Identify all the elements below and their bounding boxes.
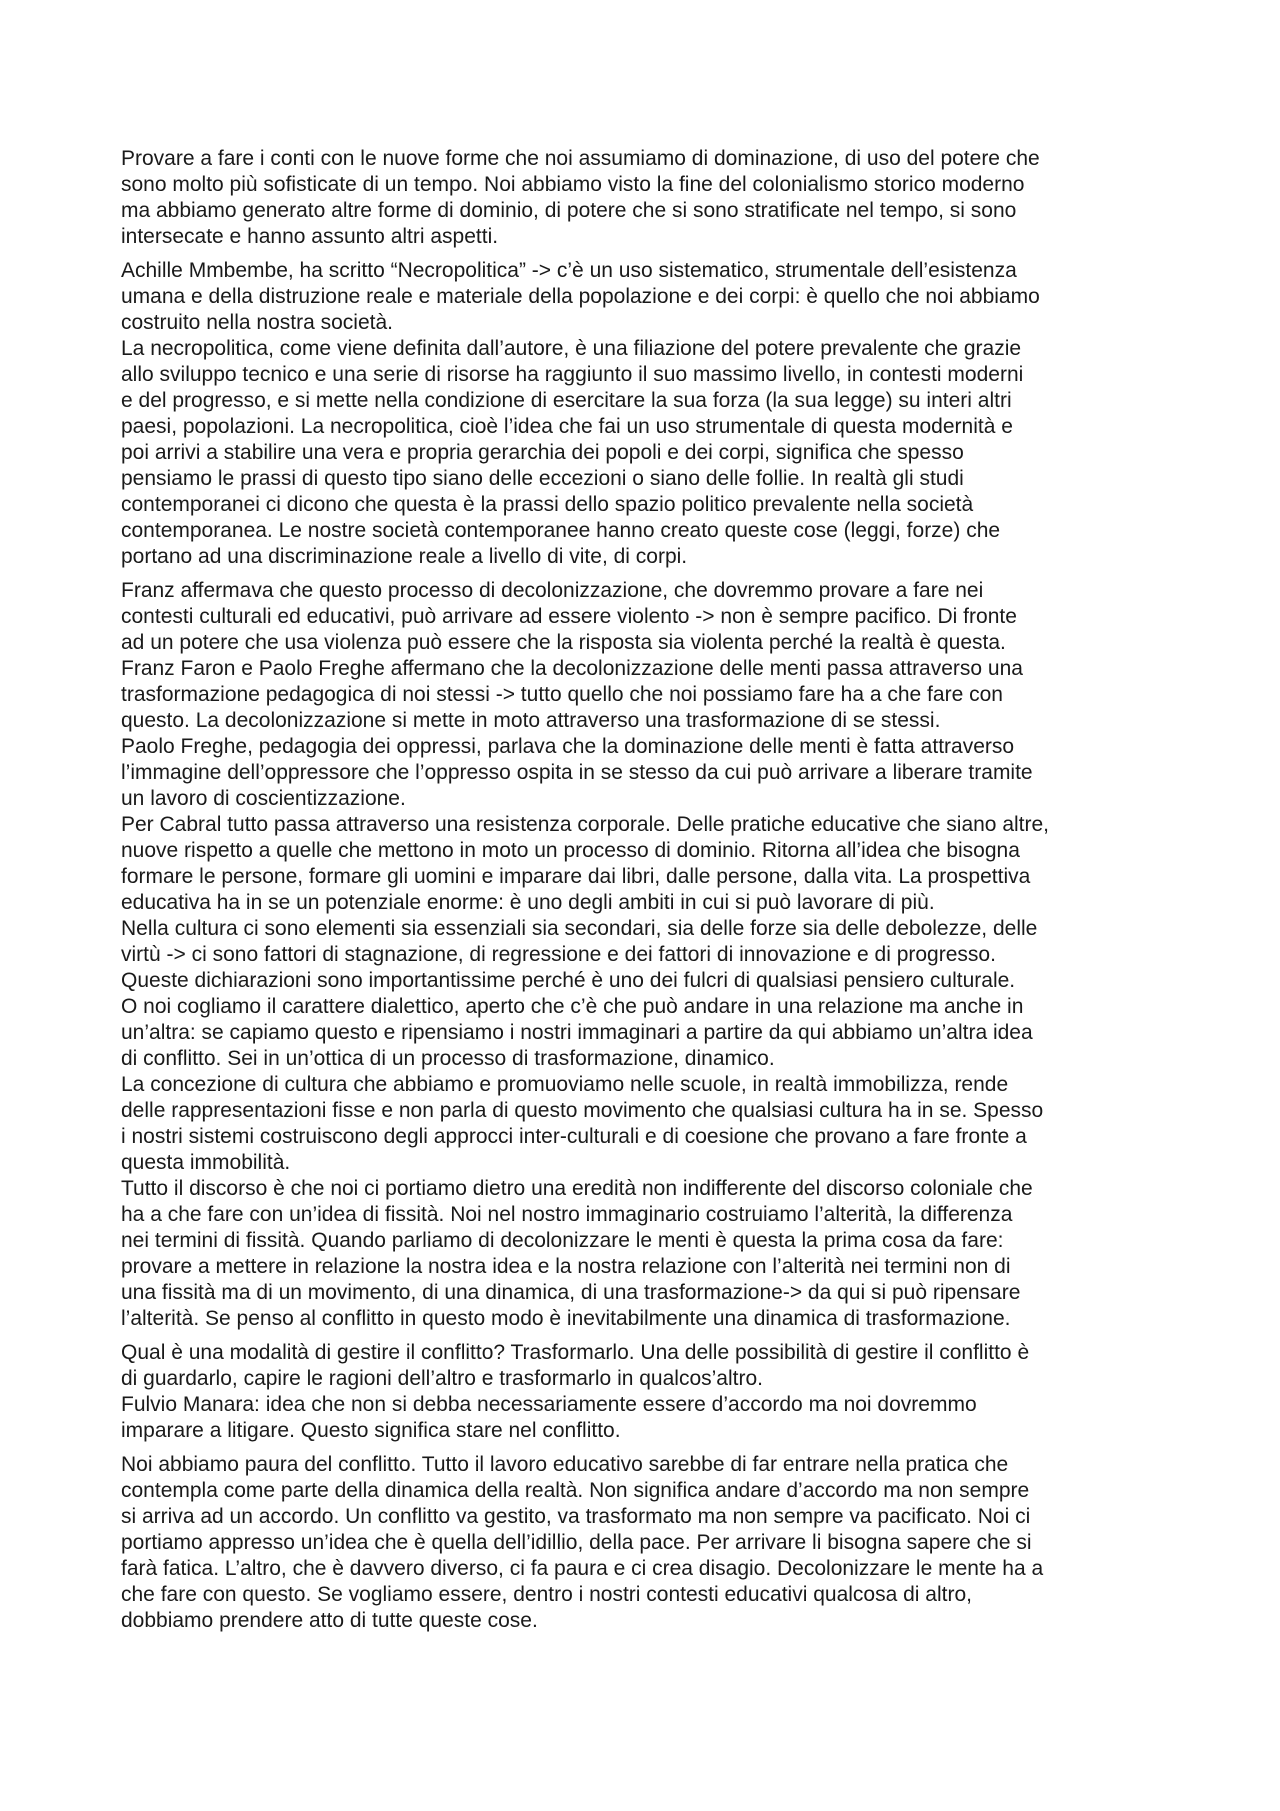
text-line: che fare con questo. Se vogliamo essere, dentro i nostri contesti educativi qualcosa di altro, bbox=[121, 1583, 972, 1606]
text-line: nuove rispetto a quelle che mettono in moto un processo di dominio. Ritorna all’idea che bisogna bbox=[121, 839, 1020, 862]
text-line: questo. La decolonizzazione si mette in moto attraverso una trasformazione di se stessi. bbox=[121, 709, 941, 732]
text-line: si arriva ad un accordo. Un conflitto va gestito, va trasformato ma non sempre va pacificato. Noi ci bbox=[121, 1505, 1031, 1528]
text-line: di guardarlo, capire le ragioni dell’altro e trasformarlo in qualcos’altro. bbox=[121, 1367, 763, 1390]
text-line: Tutto il discorso è che noi ci portiamo dietro una eredità non indifferente del discorso coloniale che bbox=[121, 1177, 1033, 1200]
paragraph bbox=[121, 146, 1166, 250]
text-line: un’altra: se capiamo questo e ripensiamo i nostri immaginari a partire da qui abbiamo un’altra idea bbox=[121, 1021, 1033, 1044]
text-line: Achille Mmbembe, ha scritto “Necropolitica” -> c’è un uso sistematico, strumentale dell’esistenza bbox=[121, 259, 1017, 282]
text-line: l’immagine dell’oppressore che l’oppresso ospita in se stesso da cui può arrivare a liberare tramite bbox=[121, 761, 1033, 784]
text-line: ha a che fare con un’idea di fissità. Noi nel nostro immaginario costruiamo l’alterità, la differenza bbox=[121, 1203, 1013, 1226]
text-line: costruito nella nostra società. bbox=[121, 311, 393, 334]
text-line: contesti culturali ed educativi, può arrivare ad essere violento -> non è sempre pacifico. Di fronte bbox=[121, 605, 1017, 628]
paragraph bbox=[121, 578, 1166, 1332]
text-line: delle rappresentazioni fisse e non parla di questo movimento che qualsiasi cultura ha in se. Spesso bbox=[121, 1099, 1044, 1122]
text-line: virtù -> ci sono fattori di stagnazione, di regressione e dei fattori di innovazione e di progresso. bbox=[121, 943, 996, 966]
paragraph bbox=[121, 258, 1166, 570]
text-line: pensiamo le prassi di questo tipo siano delle eccezioni o siano delle follie. In realtà gli studi bbox=[121, 467, 964, 490]
text-line: poi arrivi a stabilire una vera e propria gerarchia dei popoli e dei corpi, significa che spesso bbox=[121, 441, 964, 464]
text-line: imparare a litigare. Questo significa stare nel conflitto. bbox=[121, 1419, 621, 1442]
text-line: umana e della distruzione reale e materiale della popolazione e dei corpi: è quello che noi abbiamo bbox=[121, 285, 1040, 308]
text-line: una fissità ma di un movimento, di una dinamica, di una trasformazione-> da qui si può ripensare bbox=[121, 1281, 1021, 1304]
text-line: paesi, popolazioni. La necropolitica, cioè l’idea che fai un uso strumentale di questa modernità e bbox=[121, 415, 1013, 438]
text-line: formare le persone, formare gli uomini e imparare dai libri, dalle persone, dalla vita. La prospettiva bbox=[121, 865, 1031, 888]
text-line: di conflitto. Sei in un’ottica di un processo di trasformazione, dinamico. bbox=[121, 1047, 775, 1070]
text-line: contempla come parte della dinamica della realtà. Non significa andare d’accordo ma non sempre bbox=[121, 1479, 1030, 1502]
text-line: Noi abbiamo paura del conflitto. Tutto il lavoro educativo sarebbe di far entrare nella pratica che bbox=[121, 1453, 1009, 1476]
text-line: Franz affermava che questo processo di decolonizzazione, che dovremmo provare a fare nei bbox=[121, 579, 984, 602]
text-line: contemporanea. Le nostre società contemporanee hanno creato queste cose (leggi, forze) che bbox=[121, 519, 1001, 542]
text-line: educativa ha in se un potenziale enorme: è uno degli ambiti in cui si può lavorare di più. bbox=[121, 891, 935, 914]
text-line: Nella cultura ci sono elementi sia essenziali sia secondari, sia delle forze sia delle debolezze, delle bbox=[121, 917, 1038, 940]
text-line: un lavoro di coscientizzazione. bbox=[121, 787, 406, 810]
text-line: ma abbiamo generato altre forme di dominio, di potere che si sono stratificate nel tempo, si sono bbox=[121, 199, 1017, 222]
text-line: La necropolitica, come viene definita dall’autore, è una filiazione del potere prevalente che grazie bbox=[121, 337, 1022, 360]
text-line: i nostri sistemi costruiscono degli approcci inter-culturali e di coesione che provano a fare fronte a bbox=[121, 1125, 1027, 1148]
text-line: Paolo Freghe, pedagogia dei oppressi, parlava che la dominazione delle menti è fatta attraverso bbox=[121, 735, 1015, 758]
document-body bbox=[121, 146, 1166, 1642]
text-line: allo sviluppo tecnico e una serie di risorse ha raggiunto il suo massimo livello, in contesti moderni bbox=[121, 363, 1024, 386]
text-line: portiamo appresso un’idea che è quella dell’idillio, della pace. Per arrivare li bisogna sapere che si bbox=[121, 1531, 1032, 1554]
text-line: dobbiamo prendere atto di tutte queste cose. bbox=[121, 1609, 538, 1632]
text-line: ad un potere che usa violenza può essere che la risposta sia violenta perché la realtà è questa. bbox=[121, 631, 1006, 654]
text-line: Franz Faron e Paolo Freghe affermano che la decolonizzazione delle menti passa attraverso una bbox=[121, 657, 1023, 680]
text-line: La concezione di cultura che abbiamo e promuoviamo nelle scuole, in realtà immobilizza, rende bbox=[121, 1073, 1009, 1096]
paragraph bbox=[121, 1452, 1166, 1634]
text-line: l’alterità. Se penso al conflitto in questo modo è inevitabilmente una dinamica di trasformazione. bbox=[121, 1307, 1011, 1330]
text-line: intersecate e hanno assunto altri aspetti. bbox=[121, 225, 499, 248]
text-line: O noi cogliamo il carattere dialettico, aperto che c’è che può andare in una relazione ma anche in bbox=[121, 995, 1024, 1018]
text-line: sono molto più sofisticate di un tempo. Noi abbiamo visto la fine del colonialismo storico moderno bbox=[121, 173, 1025, 196]
text-line: Fulvio Manara: idea che non si debba necessariamente essere d’accordo ma noi dovremmo bbox=[121, 1393, 977, 1416]
text-line: portano ad una discriminazione reale a livello di vite, di corpi. bbox=[121, 545, 688, 568]
text-line: e del progresso, e si mette nella condizione di esercitare la sua forza (la sua legge) su interi altri bbox=[121, 389, 1012, 412]
text-line: nei termini di fissità. Quando parliamo di decolonizzare le menti è questa la prima cosa da fare: bbox=[121, 1229, 1004, 1252]
text-line: Provare a fare i conti con le nuove forme che noi assumiamo di dominazione, di uso del potere che bbox=[121, 147, 1040, 170]
text-line: provare a mettere in relazione la nostra idea e la nostra relazione con l’alterità nei termini non di bbox=[121, 1255, 1011, 1278]
text-line: questa immobilità. bbox=[121, 1151, 291, 1174]
text-line: contemporanei ci dicono che questa è la prassi dello spazio politico prevalente nella società bbox=[121, 493, 974, 516]
text-line: Per Cabral tutto passa attraverso una resistenza corporale. Delle pratiche educative che siano altre, bbox=[121, 813, 1049, 836]
text-line: Queste dichiarazioni sono importantissime perché è uno dei fulcri di qualsiasi pensiero culturale. bbox=[121, 969, 1016, 992]
paragraph bbox=[121, 1340, 1166, 1444]
text-line: Qual è una modalità di gestire il conflitto? Trasformarlo. Una delle possibilità di gestire il conflitto è bbox=[121, 1341, 1030, 1364]
text-line: trasformazione pedagogica di noi stessi -> tutto quello che noi possiamo fare ha a che fare con bbox=[121, 683, 1003, 706]
text-line: farà fatica. L’altro, che è davvero diverso, ci fa paura e ci crea disagio. Decolonizzare le mente ha a bbox=[121, 1557, 1044, 1580]
